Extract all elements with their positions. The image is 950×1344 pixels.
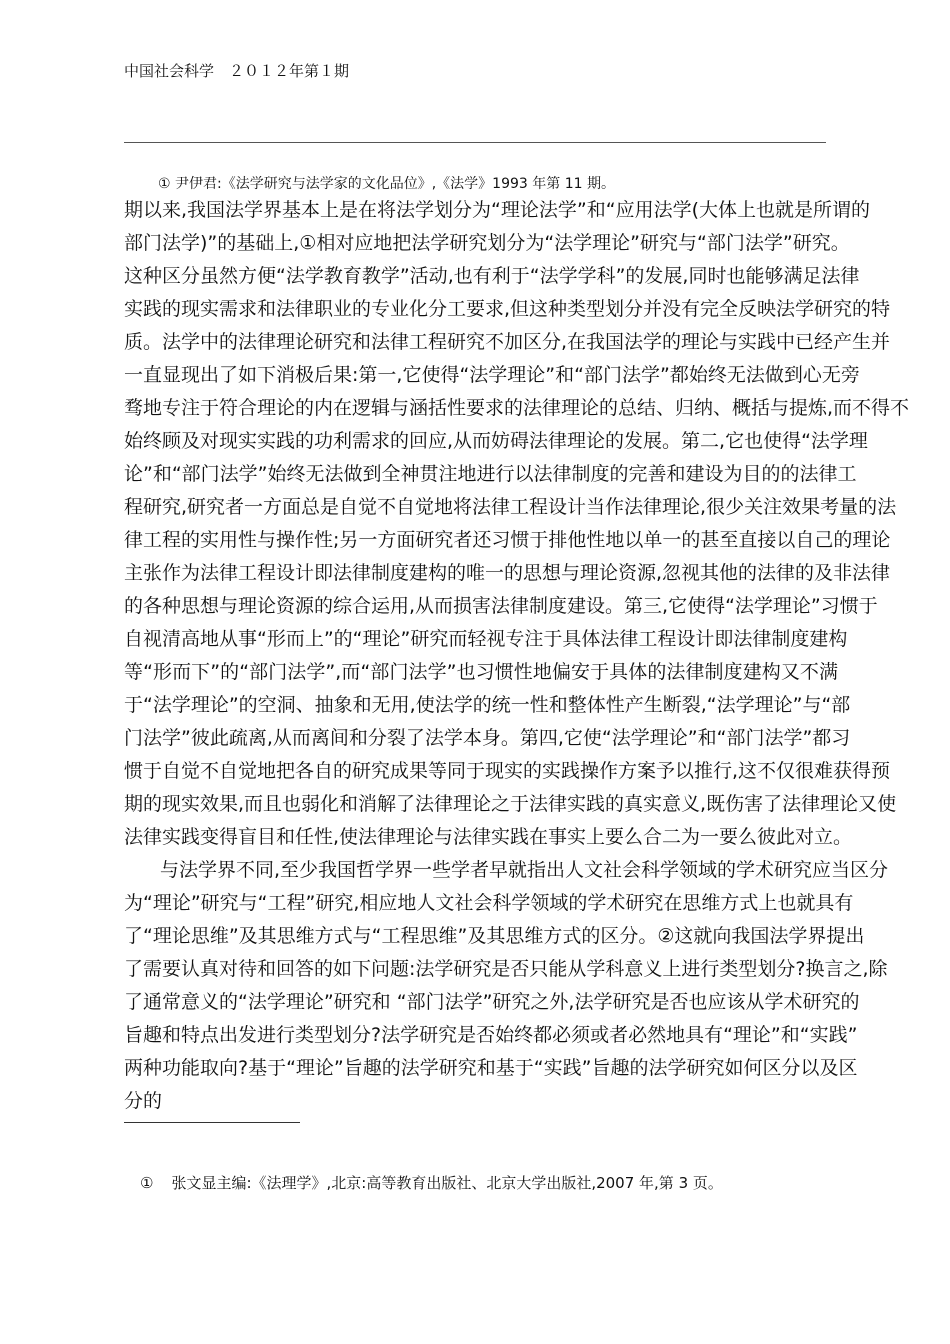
body-line: 门法学”彼此疏离,从而离间和分裂了法学本身。第四,它使“法学理论”和“部门法学”都习 — [124, 727, 851, 749]
body-line: 法律实践变得盲目和任性,使法律理论与法律实践在事实上要么合二为一要么彼此对立。 — [124, 826, 853, 848]
footnote-text: 张文显主编:《法理学》,北京:高等教育出版社、北京大学出版社,2007 年,第 3 页。 — [171, 1174, 723, 1192]
body-line: 的各种思想与理论资源的综合运用,从而损害法律制度建设。第三,它使得“法学理论”习惯于 — [124, 595, 878, 617]
body-line: 骛地专注于符合理论的内在逻辑与涵括性要求的法律理论的总结、归纳、概括与提炼,而不得不 — [124, 397, 910, 419]
body-line: 律工程的实用性与操作性;另一方面研究者还习惯于排他性地以单一的甚至直接以自己的理论 — [124, 529, 891, 551]
header-divider — [124, 142, 826, 143]
body-line: 期以来,我国法学界基本上是在将法学划分为“理论法学”和“应用法学(大体上也就是所谓的 — [124, 199, 870, 221]
footnote-mark: ① — [140, 1174, 154, 1192]
body-line: 等“形而下”的“部门法学”,而“部门法学”也习惯性地偏安于具体的法律制度建构又不满 — [124, 661, 838, 683]
body-line: 惯于自觉不自觉地把各自的研究成果等同于现实的实践操作方案予以推行,这不仅很难获得预 — [124, 760, 891, 782]
body-line: 与法学界不同,至少我国哲学界一些学者早就指出人文社会科学领域的学术研究应当区分 — [160, 859, 889, 881]
body-line: 这种区分虽然方便“法学教育教学”活动,也有利于“法学学科”的发展,同时也能够满足法律 — [124, 265, 860, 287]
body-line: 部门法学)”的基础上,①相对应地把法学研究划分为“法学理论”研究与“部门法学”研究。 — [124, 232, 850, 254]
body-line: 论”和“部门法学”始终无法做到全神贯注地进行以法律制度的完善和建设为目的的法律工 — [124, 463, 857, 485]
body-line: 于“法学理论”的空洞、抽象和无用,使法学的统一性和整体性产生断裂,“法学理论”与“部 — [124, 694, 851, 716]
body-line: 实践的现实需求和法律职业的专业化分工要求,但这种类型划分并没有完全反映法学研究的特 — [124, 298, 891, 320]
body-line: 了通常意义的“法学理论”研究和 “部门法学”研究之外,法学研究是否也应该从学术研究的 — [124, 991, 860, 1013]
body-line: 分的 — [124, 1090, 163, 1112]
body-line: 程研究,研究者一方面总是自觉不自觉地将法律工程设计当作法律理论,很少关注效果考量的法 — [124, 496, 897, 518]
body-line: 一直显现出了如下消极后果:第一,它使得“法学理论”和“部门法学”都始终无法做到心无旁 — [124, 364, 860, 386]
carryover-footnote: ① 尹伊君:《法学研究与法学家的文化品位》,《法学》1993 年第 11 期。 — [158, 176, 615, 192]
footnote — [140, 1172, 723, 1193]
body-line: 质。法学中的法律理论研究和法律工程研究不加区分,在我国法学的理论与实践中已经产生并 — [124, 331, 891, 353]
body-line: 旨趣和特点出发进行类型划分?法学研究是否始终都必须或者必然地具有“理论”和“实践” — [124, 1024, 858, 1046]
body-line: 了“理论思维”及其思维方式与“工程思维”及其思维方式的区分。②这就向我国法学界提出 — [124, 925, 865, 947]
body-line: 了需要认真对待和回答的如下问题:法学研究是否只能从学科意义上进行类型划分?换言之,除 — [124, 958, 888, 980]
body-line: 期的现实效果,而且也弱化和消解了法律理论之于法律实践的真实意义,既伤害了法律理论又使 — [124, 793, 897, 815]
body-line: 两种功能取向?基于“理论”旨趣的法学研究和基于“实践”旨趣的法学研究如何区分以及区 — [124, 1057, 858, 1079]
body-line: 为“理论”研究与“工程”研究,相应地人文社会科学领域的学术研究在思维方式上也就具有 — [124, 892, 854, 914]
footnote-divider — [124, 1122, 300, 1123]
running-header: 中国社会科学 ２０１２年第１期 — [124, 62, 350, 80]
body-line: 自视清高地从事“形而上”的“理论”研究而轻视专注于具体法律工程设计即法律制度建构 — [124, 628, 848, 650]
body-line: 主张作为法律工程设计即法律制度建构的唯一的思想与理论资源,忽视其他的法律的及非法律 — [124, 562, 891, 584]
body-line: 始终顾及对现实实践的功利需求的回应,从而妨碍法律理论的发展。第二,它也使得“法学理 — [124, 430, 868, 452]
